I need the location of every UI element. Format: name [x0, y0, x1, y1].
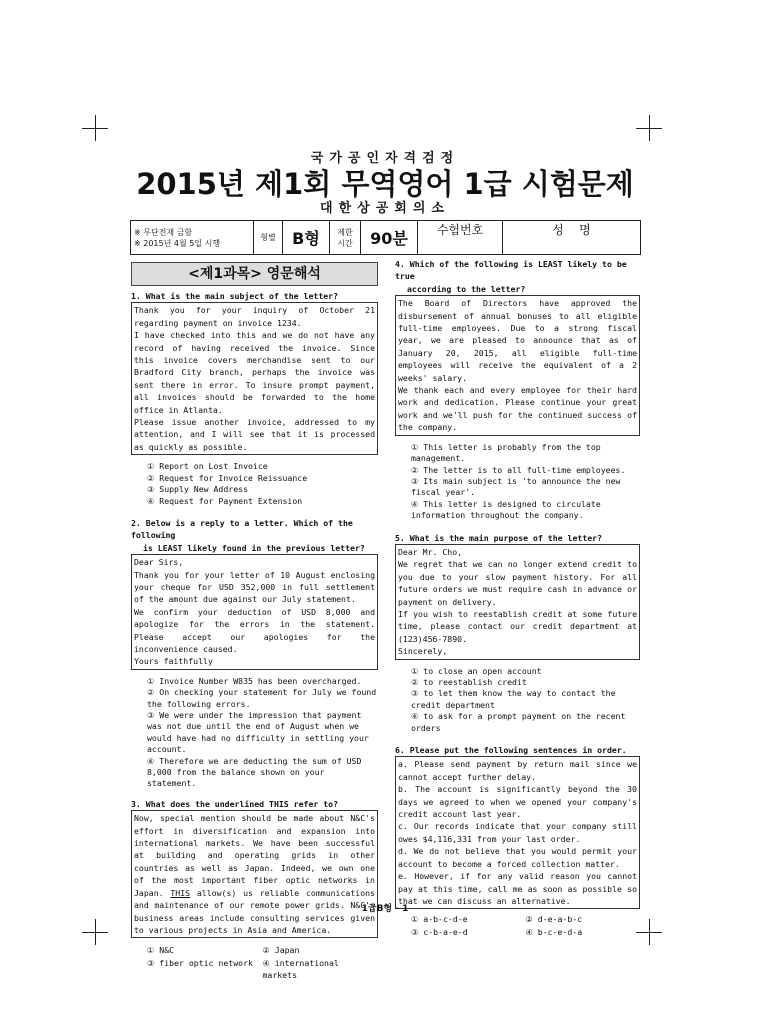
page-footer: 1급B형 - 1: [361, 904, 409, 914]
option[interactable]: ③ We were under the impression that payment was not due until the end of August when we would have had no difficulty in settling your account.: [147, 710, 369, 755]
option[interactable]: ② On checking your statement for July we found the following errors.: [147, 687, 377, 709]
underlined-this: THIS: [170, 887, 191, 898]
option[interactable]: ④ b-c-e-d-a: [525, 926, 583, 937]
notice-date: ※ 2015년 4월 5일 시행: [134, 238, 221, 248]
question-6: 6. Please put the following sentences in order.: [395, 745, 627, 756]
question-1: 1. What is the main subject of the letter?: [131, 291, 339, 301]
option[interactable]: ① Report on Lost Invoice: [147, 461, 268, 472]
option[interactable]: ① a-b-c-d-e: [411, 914, 468, 925]
left-column: [131, 262, 378, 982]
passage-line: Sincerely,: [398, 646, 448, 657]
passage-line: Thank you for your inquiry of October 21 regarding payment on invoice 1234.: [134, 305, 375, 328]
crop-mark: [649, 115, 650, 141]
passage-line: We regret that we can no longer extend credit to you due to your slow payment history. For all future orders we must require cash in advance or payment on delivery.: [398, 559, 637, 607]
passage-line: Thank you for your letter of 10 August enclosing your cheque for USD 352,000 in full settlement of the amount due against our July statement.: [134, 569, 375, 605]
option-row: [147, 957, 378, 982]
crop-mark: [95, 919, 96, 945]
type-value: B형: [283, 221, 330, 255]
question-line: 2. Below is a reply to a letter. Which of the following: [131, 517, 353, 541]
option[interactable]: ② Request for Invoice Reissuance: [147, 472, 308, 483]
option[interactable]: ② d-e-a-b-c: [525, 914, 583, 925]
passage-line: Please issue another invoice, addressed to my attention, and I will see that it is processed as quickly as possible.: [134, 417, 375, 452]
notice-copy: ※ 무단전재 금함: [134, 227, 193, 237]
passage-line: We confirm your deduction of USD 8,000 and apologize for the errors in the statement. Please accept our apologies for the inconvenience caused.: [134, 606, 375, 654]
passage-line: a. Please send payment by return mail since we cannot accept further delay.: [398, 759, 637, 782]
passage-text: allow(s) us reliable communications and maintenance of our remote power grids. N&C's business areas include consulting services given to various projects in Asia and America.: [134, 887, 375, 935]
type-label: 형별: [254, 221, 283, 255]
option[interactable]: ③ Its main subject is 'to announce the new fiscal year'.: [411, 475, 621, 498]
name-label: 성 명: [503, 221, 641, 255]
passage-line: d. We do not believe that you would permit your account to become a forced collection matter.: [398, 846, 637, 869]
right-column: [395, 258, 640, 938]
option[interactable]: ③ to let them know the way to contact the credit department: [411, 688, 616, 710]
passage-line: The Board of Directors have approved the disbursement of annual bonuses to all eligible full-time employees. Due to a strong fiscal year, we are pleased to announce that as of January 20, 2015, all eligible full-time employees will receive the equivalent of a 2 weeks' salary.: [398, 298, 637, 383]
time-label-line2: 시간: [337, 238, 353, 248]
exam-number-label: 수험번호: [418, 221, 503, 255]
option[interactable]: ① to close an open account: [411, 665, 542, 676]
exam-subtitle: 국가공인자격검정: [310, 151, 460, 166]
option[interactable]: ④ Therefore we are deducting the sum of USD 8,000 from the balance shown on your statement.: [147, 755, 362, 789]
question-line: according to the letter?: [407, 283, 526, 294]
option[interactable]: ① N&C: [147, 945, 175, 956]
crop-mark: [649, 919, 650, 945]
question-5: 5. What is the main purpose of the letter?: [395, 532, 603, 543]
option[interactable]: ④ international markets: [262, 957, 339, 981]
question-2: [131, 517, 378, 554]
option[interactable]: ④ Request for Payment Extension: [147, 495, 303, 506]
q5-passage: [395, 544, 640, 660]
option[interactable]: ① Invoice Number W835 has been overcharged.: [147, 675, 362, 686]
question-line: 4. Which of the following is LEAST likely to be true: [395, 259, 627, 282]
crop-mark: [95, 115, 96, 141]
q2-passage: [131, 554, 378, 670]
notice-cell: [131, 221, 254, 255]
q3-passage: [131, 810, 378, 938]
option[interactable]: ③ c-b-a-e-d: [411, 926, 468, 937]
option-row: [147, 944, 378, 956]
passage-line: c. Our records indicate that your company still owes $4,116,331 from your last order.: [398, 821, 637, 844]
time-value: 90분: [361, 221, 418, 255]
passage-text: Now, special mention should be made about N&C's effort in diversification and expansion into international markets. We have been successful at building and operating grids in other countries as well as Japan. Indeed, we own one of the most important fiber optic networks in Japan.: [134, 813, 375, 898]
passage-line: Dear Mr. Cho,: [398, 546, 463, 557]
passage-line: If you wish to reestablish credit at some future time, please contact our credit department at (123)456-7890.: [398, 608, 637, 644]
option[interactable]: ② Japan: [262, 945, 300, 956]
option[interactable]: ① This letter is probably from the top management.: [411, 441, 601, 464]
q6-passage: [395, 756, 640, 909]
passage-line: I have checked into this and we do not have any record of having received the invoice. Since this invoice covers merchandise sent to our Bradford City branch, perhaps the invoice was sent there in error. To insure prompt payment, all invoices should be forwarded to the home office in Atlanta.: [134, 330, 375, 415]
question-line: is LEAST likely found in the previous letter?: [143, 542, 365, 553]
passage-line: Yours faithfully: [134, 656, 213, 667]
q4-passage: [395, 295, 640, 435]
option[interactable]: ③ Supply New Address: [147, 484, 248, 495]
time-label-line1: 제한: [337, 227, 353, 237]
option-row: [411, 926, 640, 938]
passage-line: b. The account is significantly beyond the 30 days we agreed to when we opened your company's credit account last year.: [398, 784, 637, 820]
passage-line: Dear Sirs,: [134, 557, 184, 568]
option[interactable]: ② to reestablish credit: [411, 677, 527, 687]
question-4: [395, 258, 640, 295]
option[interactable]: ④ This letter is designed to circulate information throughout the company.: [411, 498, 601, 521]
question-3: 3. What does the underlined THIS refer to?: [131, 798, 339, 809]
organization: 대한상공회의소: [320, 201, 450, 216]
exam-title: 2015년 제1회 무역영어 1급 시험문제: [136, 167, 634, 201]
exam-info-table: [130, 220, 641, 255]
option[interactable]: ② The letter is to all full-time employees.: [411, 464, 626, 475]
option-row: [411, 913, 640, 925]
option[interactable]: ③ fiber optic network: [147, 957, 253, 968]
passage-line: e. However, if for any valid reason you cannot pay at this time, call me as soon as possible so that we can discuss an alternative.: [398, 871, 637, 906]
time-label: [330, 221, 361, 255]
option[interactable]: ④ to ask for a prompt payment on the recent orders: [411, 711, 626, 733]
section-title: <제1과목> 영문해석: [131, 262, 378, 286]
passage-line: We thank each and every employee for their hard work and dedication. Please continue your great work and we'll push for the continued success of the company.: [398, 385, 637, 433]
q1-passage: [131, 302, 378, 455]
